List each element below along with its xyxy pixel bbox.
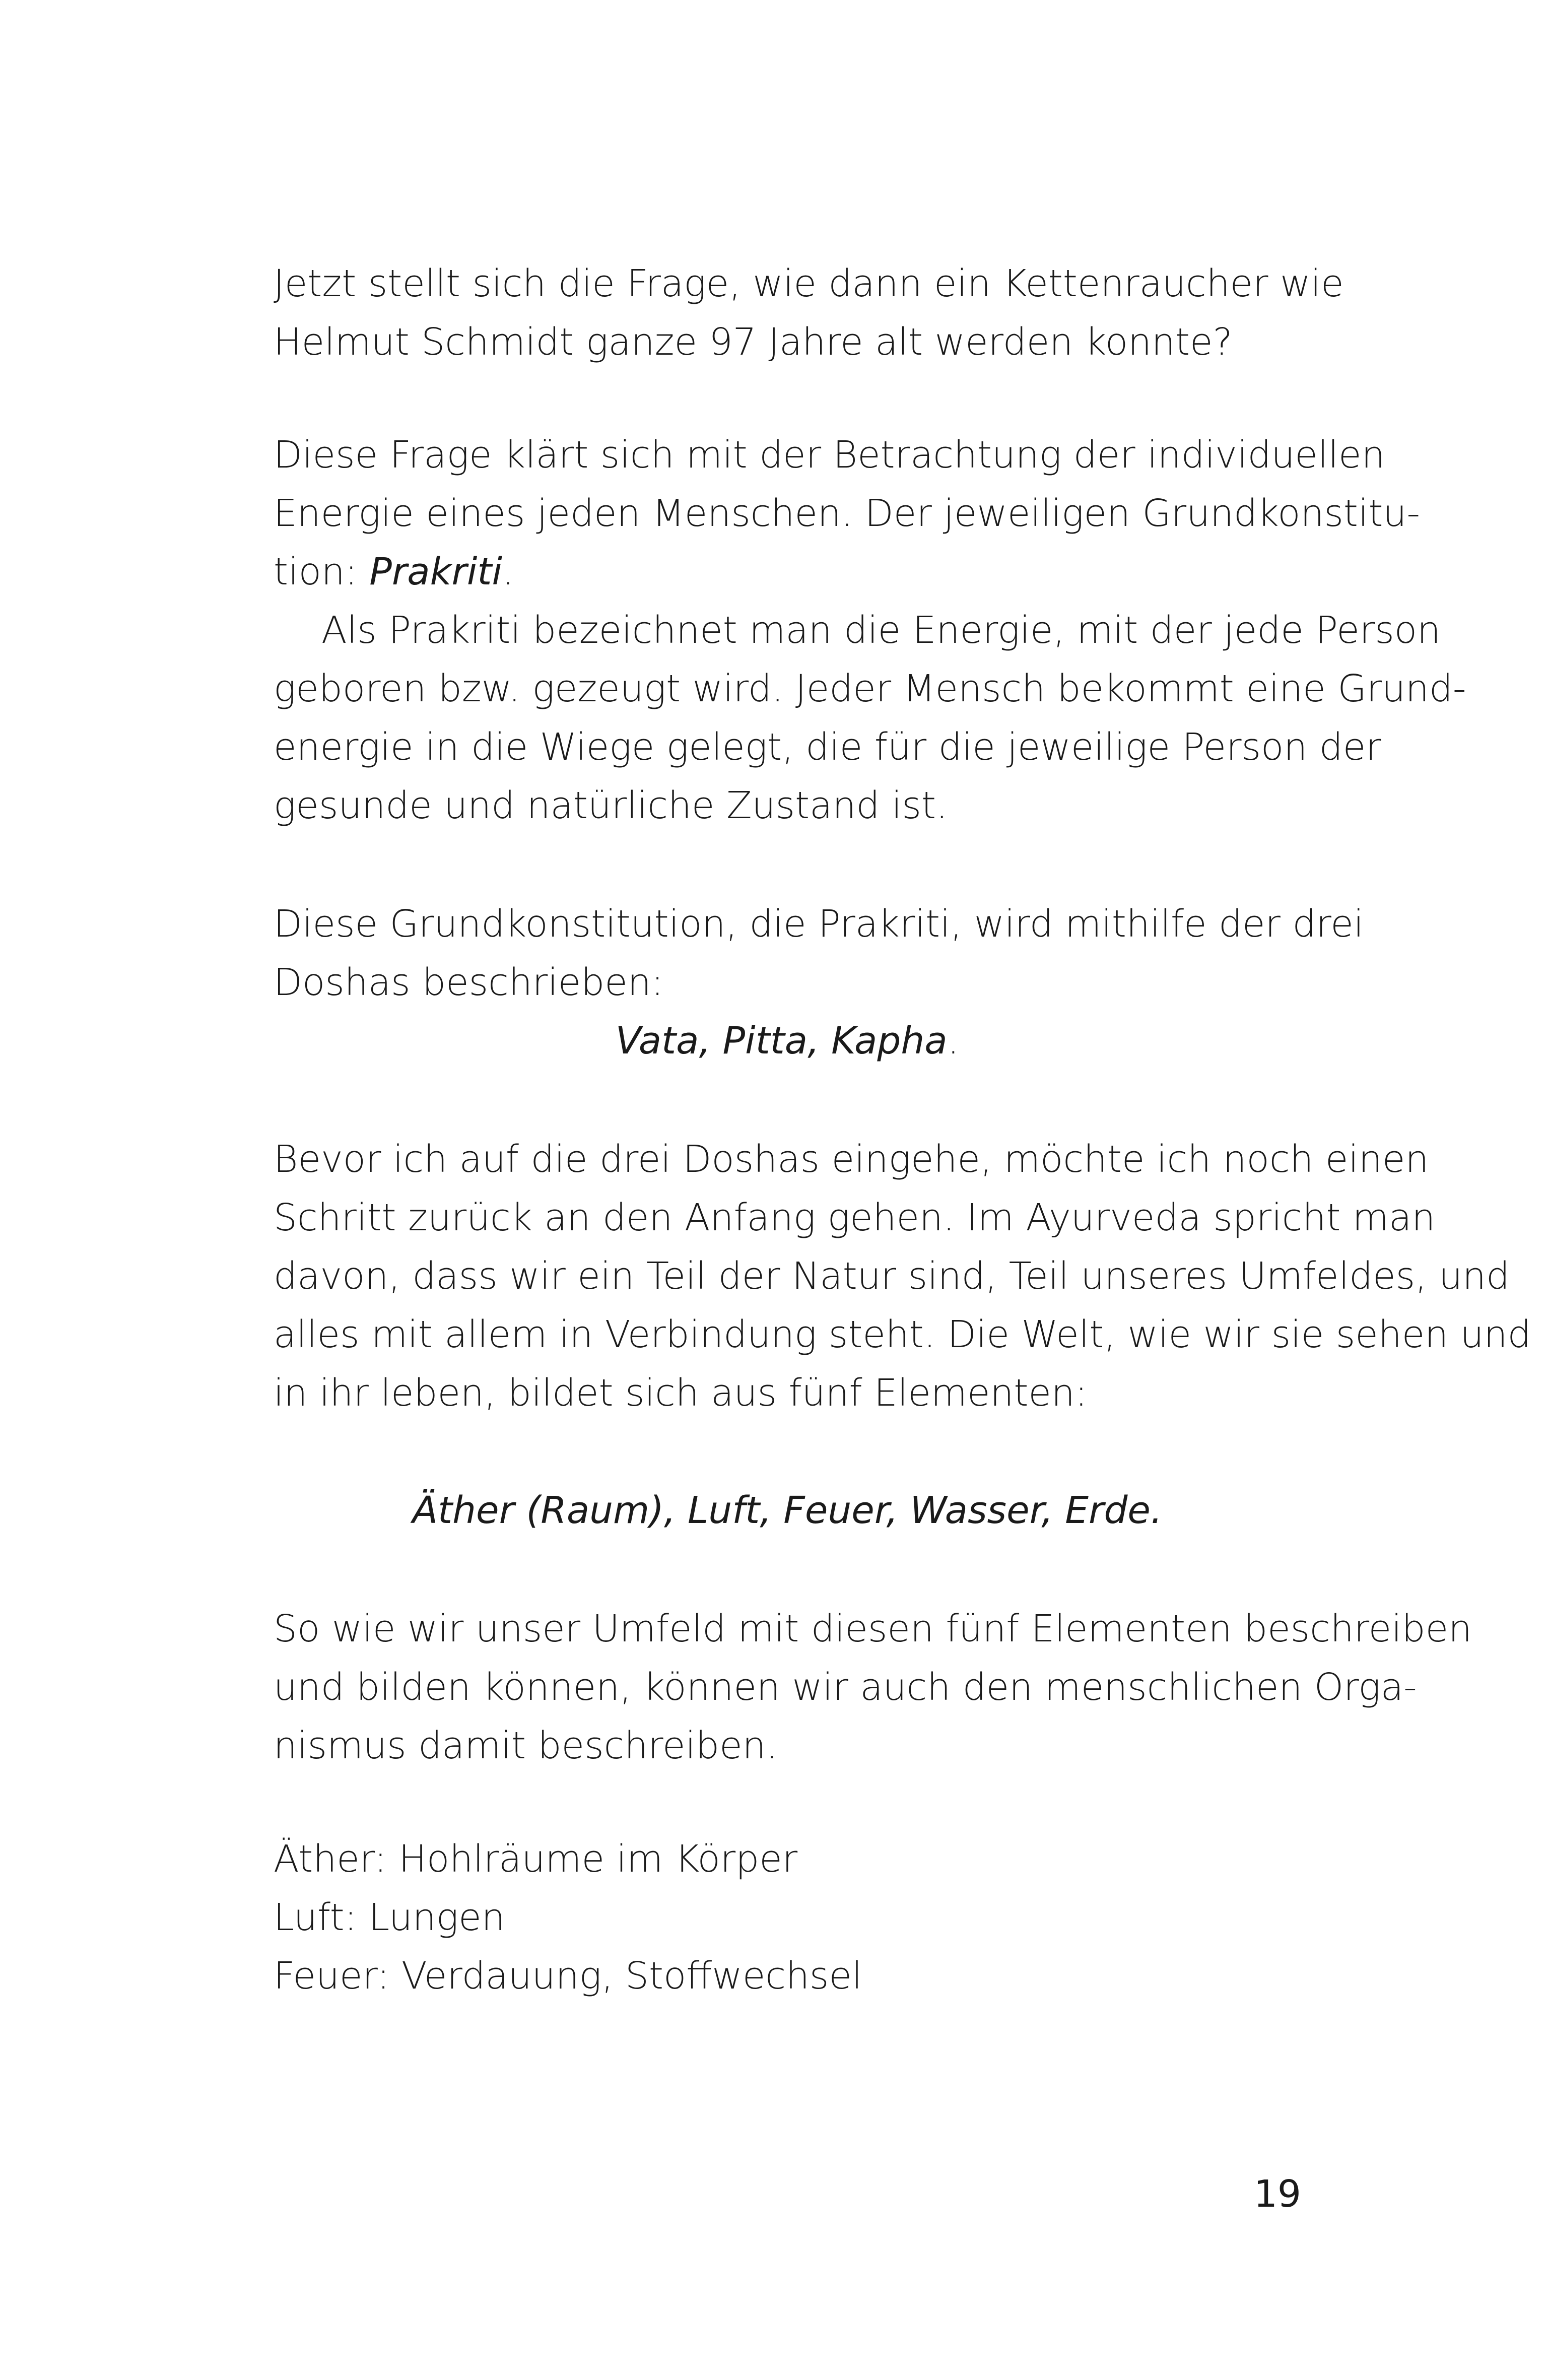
paragraph-1 bbox=[274, 254, 1344, 371]
paragraph-4 bbox=[274, 895, 1364, 1070]
doshas-list: Vata, Pitta, Kapha bbox=[615, 1019, 948, 1063]
paragraph-6-line-3: nismus damit beschreiben. bbox=[274, 1724, 778, 1767]
list-item: Luft: Lungen bbox=[274, 1896, 505, 1939]
paragraph-5-line-5: in ihr leben, bildet sich aus fünf Elementen: bbox=[274, 1371, 1088, 1415]
doshas-suffix: . bbox=[947, 1019, 960, 1063]
paragraph-2-line-2: Energie eines jeden Menschen. Der jeweiligen Grundkonstitu- bbox=[274, 492, 1421, 535]
paragraph-6 bbox=[274, 1600, 1472, 1775]
paragraph-1-line-1: Jetzt stellt sich die Frage, wie dann ein Kettenraucher wie bbox=[274, 262, 1344, 305]
element-list bbox=[274, 1830, 1301, 2005]
paragraph-2-line-3 bbox=[274, 543, 1301, 601]
paragraph-5-line-1: Bevor ich auf die drei Doshas eingehe, möchte ich noch einen bbox=[274, 1138, 1429, 1181]
paragraph-5-line-4: alles mit allem in Verbindung steht. Die Welt, wie wir sie sehen und bbox=[274, 1313, 1531, 1356]
paragraph-6-line-1: So wie wir unser Umfeld mit diesen fünf Elementen beschreiben bbox=[274, 1607, 1472, 1650]
paragraph-2 bbox=[274, 426, 1421, 601]
paragraph-2-line-1: Diese Frage klärt sich mit der Betrachtung der individuellen bbox=[274, 433, 1385, 477]
paragraph-1-line-2: Helmut Schmidt ganze 97 Jahre alt werden konnte? bbox=[274, 320, 1233, 364]
paragraph-3 bbox=[274, 601, 1466, 835]
paragraph-3-line-4: gesunde und natürliche Zustand ist. bbox=[274, 784, 948, 827]
elements-line: Äther (Raum), Luft, Feuer, Wasser, Erde. bbox=[412, 1489, 1163, 1532]
paragraph-5 bbox=[274, 1130, 1531, 1422]
paragraph-2-last-prefix: tion: bbox=[274, 550, 370, 593]
paragraph-3-line-1: Als Prakriti bezeichnet man die Energie, mit der jede Person bbox=[321, 609, 1441, 652]
doshas-line bbox=[274, 1012, 1301, 1070]
page-number: 19 bbox=[1253, 2172, 1301, 2216]
paragraph-2-last-suffix: . bbox=[502, 550, 514, 593]
paragraph-3-line-2: geboren bzw. gezeugt wird. Jeder Mensch bekommt eine Grund- bbox=[274, 667, 1466, 710]
list-item: Äther: Hohlräume im Körper bbox=[274, 1837, 798, 1881]
paragraph-4-line-2: Doshas beschrieben: bbox=[274, 961, 664, 1004]
paragraph-3-line-3: energie in die Wiege gelegt, die für die jeweilige Person der bbox=[274, 725, 1381, 769]
prakriti-term: Prakriti bbox=[369, 550, 503, 593]
paragraph-5-line-3: davon, dass wir ein Teil der Natur sind, Teil unseres Umfeldes, und bbox=[274, 1254, 1510, 1298]
paragraph-6-line-2: und bilden können, können wir auch den menschlichen Orga- bbox=[274, 1666, 1417, 1709]
paragraph-4-line-1: Diese Grundkonstitution, die Prakriti, wird mithilfe der drei bbox=[274, 902, 1364, 946]
list-item: Feuer: Verdauung, Stoffwechsel bbox=[274, 1954, 862, 1998]
paragraph-5-line-2: Schritt zurück an den Anfang gehen. Im Ayurveda spricht man bbox=[274, 1196, 1436, 1239]
